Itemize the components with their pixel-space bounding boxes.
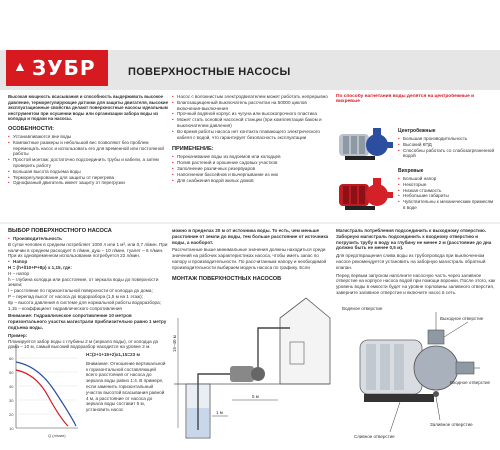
formula-var: H – напор xyxy=(8,270,30,276)
pressure-label: • Напор xyxy=(8,259,168,265)
dimension-well: 1 м xyxy=(216,410,223,415)
centrifugal-item: • Высокий КПД xyxy=(398,142,496,148)
section-divider xyxy=(0,222,500,224)
formula-var: 1,15 – коэффициент гидравлического сопротивления xyxy=(8,305,122,311)
dimension-distance: 5 м xyxy=(252,394,259,399)
feature-item: • Устанавливаются вне воды xyxy=(8,134,168,140)
label-inlet: Входное отверстие xyxy=(450,380,491,385)
logo-mark-icon: ▲ xyxy=(13,58,27,74)
selection-title: ВЫБОР ПОВЕРХНОСТНОГО НАСОСА xyxy=(8,228,112,234)
feature-item: • Однофазный двигатель имеет защиту от перегрузки xyxy=(8,180,168,186)
install-text-2: Для предотвращения слива воды из трубопровода при выключенном насосе рекомендуется установить на заборную магистраль обратный клапан. xyxy=(336,253,486,270)
example-formula: H=(2+1+15+2)x1,15=23 м xyxy=(86,352,140,357)
vortex-item: • Чувствительны к механическим примесям в воде xyxy=(398,199,496,211)
label-drain: Сливное отверстие xyxy=(354,434,395,439)
vortex-title: Вихревые xyxy=(398,168,424,174)
intro-text: Высокая мощность всасывания и способность выдерживать высокое давление, терморегулирующие датчики для защиты двигателя, высокие эксплуатационные свойства делают поверхностные насосы идеальным инструментом при осушении воды или организации забора воды из колодца и подачи на насосы. xyxy=(8,94,168,122)
mid-text-2: Рассчитанные выше минимальные значения должны находиться среди значений на рабочих характеристиках насоса, чтобы иметь запас по напору и производительности. По рассчитанным напору и необходимой производительности выбираем модель насоса по графику. Если xyxy=(172,247,327,270)
vortex-pump-image xyxy=(335,168,395,220)
dimension-depth: 15–40 м xyxy=(172,335,177,352)
application-title: ПРИМЕНЕНИЕ: xyxy=(172,146,214,153)
install-text-column xyxy=(336,228,496,296)
vortex-block xyxy=(398,168,496,220)
brand-logo xyxy=(6,50,108,86)
centrifugal-block xyxy=(398,128,496,168)
install-text-1: Магистраль потребления подсоединить к выходному отверстию. Заборную магистраль подсоединить к входному отверстию и погрузить трубу в воду на глубину не менее 2 м (расстояние до дна должно быть не менее 0,5 м). xyxy=(336,228,492,251)
centrifugal-pump-image xyxy=(335,120,395,168)
x-axis-label: Q (л/мин) xyxy=(48,433,66,438)
specs-column xyxy=(172,94,332,204)
application-item: • Наполнение бассейнов и вычерпывание из них xyxy=(172,172,332,178)
y-tick: 10 xyxy=(9,426,14,431)
y-tick: 40 xyxy=(9,384,14,389)
example-note: Внимание: Отношение вертикальной к горизонтальной составляющей всего расстояния от насоса до зеркала воды равно 1:4. В примере, если заменить горизонтальный участок высотой всасывания равной 4 м, а расстояние от насоса до зеркала воды составит 5 м, установить насос xyxy=(86,360,166,413)
feature-item: • Терморегулирование для защиты от перегрева xyxy=(8,175,168,181)
y-tick: 50 xyxy=(9,370,14,375)
vortex-item: • Некоторые xyxy=(398,182,496,188)
formula-var: 8р – высота давления в системе для нормальной работы водоразбора; xyxy=(8,299,161,305)
y-tick: 20 xyxy=(9,412,14,417)
intro-column xyxy=(8,94,168,200)
spec-item: • Влагозащищенный выключатель рассчитан на 50000 циклов включения-выключения xyxy=(172,100,332,112)
feature-item: • Компактные размеры и небольшой вес позволяют без проблем перемещать насос и использовать его для временной или постоянной работы xyxy=(8,140,168,157)
pump-parts-diagram xyxy=(340,300,496,446)
mid-text: можно в пределах 20 м от источника воды. То есть, чем меньше расстояние от земли до воды, тем больше расстояние от источника воды, а наоборот. xyxy=(172,228,329,245)
productivity-label: • Производительность xyxy=(8,236,168,242)
selection-note: Внимание: Гидравлическое сопротивление 10 метров горизонтального участка магистрали приблизительно равно 1 метру подъема воды. xyxy=(8,313,167,330)
selection-middle-column xyxy=(172,228,332,270)
centrifugal-title: Центробежные xyxy=(398,128,436,134)
application-item: • Перекачивание воды из водоемов или колодцев xyxy=(172,154,332,160)
formula-var: P – перепад высот от насоса до водоразбора (1,5 м на 1 этаж); xyxy=(8,293,143,299)
formula-var: h – глубина колодца или расстояние, от зеркала воды до поверхности земли; xyxy=(8,276,159,288)
example-text: Планируется забор воды с глубины 2 м (зеркало воды), от колодца до дома – 10 м, самый высокий водоразбор находится на уровне 2 м. xyxy=(8,338,159,350)
label-outlet: Выходное отверстие xyxy=(440,316,484,321)
features-title: ОСОБЕННОСТИ: xyxy=(8,125,54,132)
application-item: • Полив растений и орошение садовых участков xyxy=(172,160,332,166)
spec-item: • Может стать основой насосной станции (при комплектации баком и выключателем давления) xyxy=(172,117,332,129)
feature-item: • Большая высота подъема воды xyxy=(8,169,168,175)
spec-item: • Во время работы насоса нет контакта плавающего электрического кабеля с водой, что гарантирует безопасность эксплуатации xyxy=(172,129,332,141)
formula-var: l – расстояние по горизонтальной поверхности от колодца до дома; xyxy=(8,288,153,294)
label-filling: Заливное отверстие xyxy=(430,422,473,427)
vortex-item: • Небольшие габариты xyxy=(398,193,496,199)
centrifugal-item: • Способны работать со слабозагрязненной водой xyxy=(398,148,496,160)
pressure-formula: H = (h+l/10+Р+8р) x 1,15, где: xyxy=(8,264,72,270)
example-panel xyxy=(86,352,168,444)
productivity-text: В сутки человек в среднем потребляет 1000 л или 1 м³, или 0,7 л/мин. При наличии в среднем расходует 6 л/мин, душ – 10 л/мин, туалет – 6 л/мин. При их одновременном использовании потребуется 22 л/мин. xyxy=(8,241,168,259)
label-water-inlet: Водяное отверстие xyxy=(342,306,383,311)
y-tick: 30 xyxy=(9,398,14,403)
spec-item: • Прочный водяной корпус из чугуна или высокопрочного пластика xyxy=(172,111,332,117)
logo-text: ЗУБР xyxy=(32,56,96,80)
pump-curve-chart xyxy=(8,340,82,440)
install-text-3: Перед первым запуском наполните насосную часть через заливное отверстие на корпусе насоса водой при помощи воронки. После этого, как уровень воды в емкости будет на уровне горловины заливного отверстия, заверните заливное отверстие и включите насос в сеть. xyxy=(336,272,496,295)
vortex-item: • Низкая стоимость xyxy=(398,188,496,194)
types-title: По способу нагнетания воды делятся на центробежные и вихревые xyxy=(336,94,475,104)
spec-item: • Насос с волокнистым электродвигателем может работать непрерывно xyxy=(172,94,332,100)
y-tick: 60 xyxy=(9,356,14,361)
page-title: ПОВЕРХНОСТНЫЕ НАСОСЫ xyxy=(128,66,291,78)
installation-diagram xyxy=(172,288,332,444)
centrifugal-item: • Большая производительность xyxy=(398,136,496,142)
install-title: МОНТАЖ ПОВЕРХНОСТНЫХ НАСОСОВ xyxy=(172,276,282,282)
example-label: Пример: xyxy=(8,332,28,338)
application-item: • Заполнение различных резервуаров xyxy=(172,166,332,172)
feature-item: • Простой монтаж: достаточно подсоединить трубы и кабели, а затем проверить работу xyxy=(8,157,168,169)
application-item: • Для снабжения водой жилых домов xyxy=(172,178,332,184)
vortex-item: • Большой напор xyxy=(398,176,496,182)
